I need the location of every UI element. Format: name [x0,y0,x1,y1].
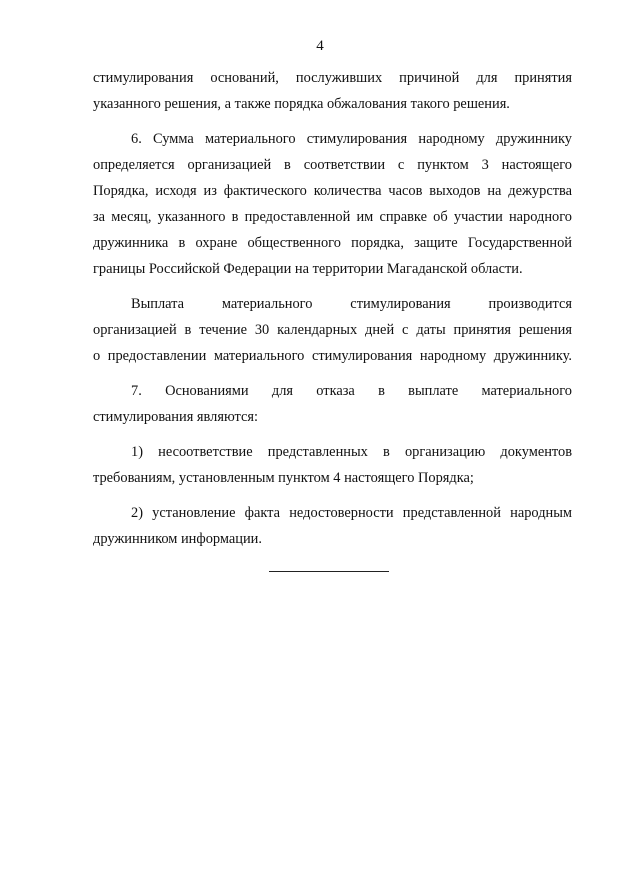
text-line: указанного решения, а также порядка обжалования такого решения. [93,96,510,112]
paragraph-continuation [93,65,572,117]
text-line: 2) установление факта недостоверности представленной народным [131,505,572,521]
page-number: 4 [316,38,324,54]
text-line: дружинником информации. [93,531,262,547]
paragraph-subitem-2 [93,500,572,552]
text-line: границы Российской Федерации на территории Магаданской области. [93,261,523,277]
text-line: о предоставлении материального стимулирования народному дружиннику. [93,348,572,364]
text-line: за месяц, указанного в предоставленной им справке об участии народного [93,209,572,225]
paragraph-item-6 [93,126,572,282]
text-line: организацией в течение 30 календарных дней с даты принятия решения [93,322,572,338]
document-body [93,65,572,561]
text-line: 6. Сумма материального стимулирования народному дружиннику [131,131,572,147]
text-line: дружинника в охране общественного порядка, защите Государственной [93,235,572,251]
paragraph-item-7 [93,378,572,430]
paragraph-payment [93,291,572,369]
end-of-document-rule [269,571,389,572]
text-line: определяется организацией в соответствии с пунктом 3 настоящего [93,157,572,173]
text-line: стимулирования оснований, послуживших причиной для принятия [93,70,572,86]
text-line: 1) несоответствие представленных в организацию документов [131,444,572,460]
text-line: стимулирования являются: [93,409,258,425]
paragraph-subitem-1 [93,439,572,491]
text-line: требованиям, установленным пунктом 4 настоящего Порядка; [93,470,474,486]
text-line: Выплата материального стимулирования производится [131,296,572,312]
text-line: Порядка, исходя из фактического количества часов выходов на дежурства [93,183,572,199]
text-line: 7. Основаниями для отказа в выплате материального [131,383,572,399]
